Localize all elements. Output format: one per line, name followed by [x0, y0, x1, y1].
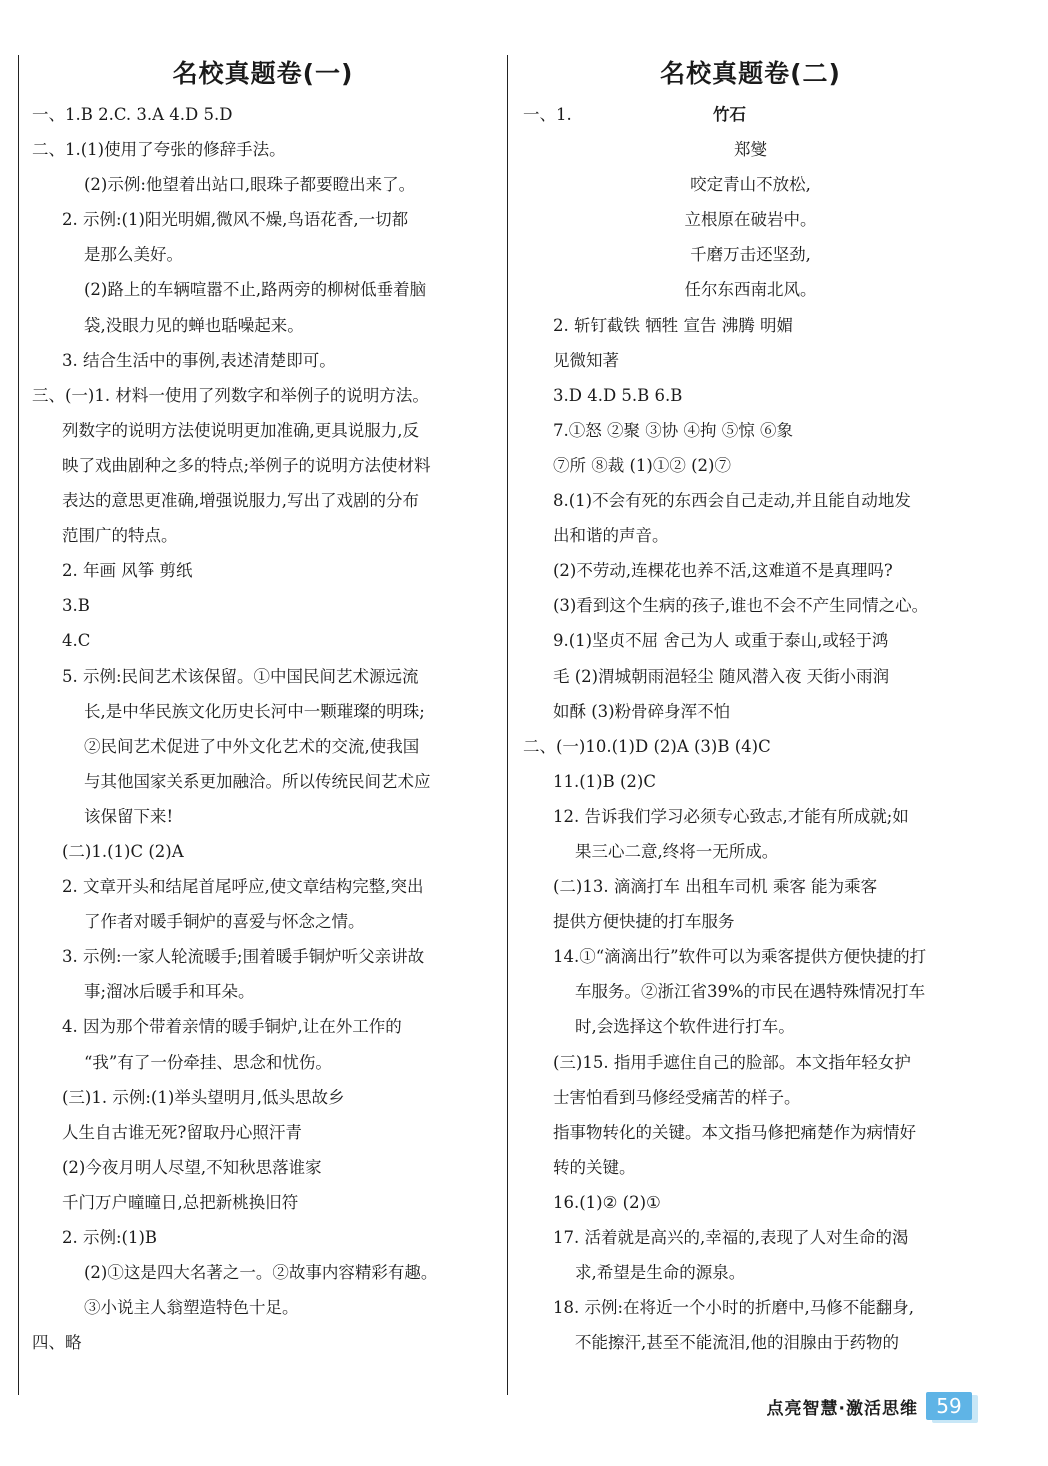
answer-line: 2. 斩钉截铁 牺牲 宣告 沸腾 明媚 [553, 315, 793, 335]
answer-line: 该保留下来! [84, 806, 174, 826]
answer-line: 16.(1)② (2)① [553, 1192, 661, 1212]
answer-line: (2)示例:他望着出站口,眼珠子都要瞪出来了。 [84, 175, 416, 195]
answer-line: 17. 活着就是高兴的,幸福的,表现了人对生命的渴 [553, 1228, 909, 1247]
answer-line: 见微知著 [553, 350, 619, 370]
answer-line: 2. 示例:(1)阳光明媚,微风不燥,鸟语花香,一切都 [62, 210, 409, 230]
answer-line: 不能擦汗,甚至不能流泪,他的泪腺由于药物的 [575, 1333, 899, 1353]
answer-line: (3)看到这个生病的孩子,谁也不会不产生同情之心。 [553, 596, 929, 616]
left-answer-lines [32, 97, 494, 1360]
right-answer-lines [523, 308, 978, 1361]
answer-line: ②民间艺术促进了中外文化艺术的交流,使我国 [84, 736, 420, 756]
answer-line: 3. 结合生活中的事例,表述清楚即可。 [62, 350, 336, 370]
answer-line: 士害怕看到马修经受痛苦的样子。 [553, 1087, 801, 1107]
answer-line: 是那么美好。 [84, 245, 183, 265]
answer-line: 12. 告诉我们学习必须专心致志,才能有所成就;如 [553, 806, 909, 826]
answer-line: 转的关键。 [553, 1157, 636, 1177]
answer-line: 14.①“滴滴出行”软件可以为乘客提供方便快捷的打 [553, 947, 927, 967]
answer-line: 映了戏曲剧种之多的特点;举例子的说明方法使材料 [62, 455, 431, 475]
answer-line: (2)今夜月明人尽望,不知秋思落谁家 [62, 1157, 322, 1177]
answer-line: 求,希望是生命的源泉。 [575, 1263, 746, 1283]
answer-line: 提供方便快捷的打车服务 [553, 912, 735, 932]
answer-line: 3.D 4.D 5.B 6.B [553, 385, 683, 405]
poem-author: 郑燮 [734, 140, 767, 160]
answer-line: 人生自古谁无死?留取丹心照汗青 [62, 1122, 302, 1142]
answer-line: 千门万户曈曈日,总把新桃换旧符 [62, 1192, 299, 1212]
answer-line: 4.C [62, 631, 91, 651]
answer-line: 毛 (2)渭城朝雨浥轻尘 随风潜入夜 天街小雨润 [553, 666, 890, 686]
poem-verses [523, 167, 978, 307]
answer-line: 了作者对暖手铜炉的喜爱与怀念之情。 [84, 912, 365, 932]
answer-line: 3.B [62, 596, 90, 616]
answer-line: 四、略 [32, 1333, 82, 1353]
answer-line: 范围广的特点。 [62, 526, 178, 546]
left-column-title: 名校真题卷(一) [172, 59, 354, 88]
answer-line: 2. 文章开头和结尾首尾呼应,使文章结构完整,突出 [62, 877, 424, 897]
poem-verse: 立根原在破岩中。 [684, 210, 817, 230]
right-column [523, 52, 978, 1360]
answer-line: 2. 示例:(1)B [62, 1228, 158, 1247]
answer-line: 列数字的说明方法使说明更加准确,更具说服力,反 [62, 420, 419, 440]
answer-line: 二、(一)10.(1)D (2)A (3)B (4)C [523, 736, 771, 756]
left-column [32, 52, 494, 1360]
answer-line: 二、1.(1)使用了夸张的修辞手法。 [32, 140, 286, 160]
answer-line: 7.①怒 ②聚 ③协 ④拘 ⑤惊 ⑥象 [553, 420, 793, 440]
answer-line: 车服务。②浙江省39%的市民在遇特殊情况打车 [575, 982, 926, 1002]
answer-line: “我”有了一份牵挂、思念和忧伤。 [84, 1052, 332, 1072]
answer-line: 时,会选择这个软件进行打车。 [575, 1017, 795, 1037]
answer-line: 2. 年画 风筝 剪纸 [62, 561, 193, 581]
answer-line: 三、(一)1. 材料一使用了列数字和举例子的说明方法。 [32, 385, 429, 405]
left-margin-rule [18, 55, 19, 1395]
answer-line: 指事物转化的关键。本文指马修把痛楚作为病情好 [553, 1122, 916, 1142]
footer-slogan: 点亮智慧·激活思维 [766, 1398, 918, 1419]
answer-line: (三)15. 指用手遮住自己的脸部。本文指年轻女护 [553, 1052, 911, 1072]
poem-question-number: 一、1. [523, 105, 572, 124]
answer-line: (三)1. 示例:(1)举头望明月,低头思故乡 [62, 1087, 345, 1107]
answer-line: 表达的意思更准确,增强说服力,写出了戏剧的分布 [62, 491, 419, 511]
answer-line: ③小说主人翁塑造特色十足。 [84, 1298, 299, 1318]
answer-line: 9.(1)坚贞不屈 舍己为人 或重于泰山,或轻于鸿 [553, 631, 889, 651]
answer-line: (二)1.(1)C (2)A [62, 841, 184, 861]
poem-title-line [523, 97, 978, 132]
answer-line: 与其他国家关系更加融洽。所以传统民间艺术应 [84, 771, 431, 791]
answer-line: ⑦所 ⑧裁 (1)①② (2)⑦ [553, 455, 731, 475]
poem-verse: 千磨万击还坚劲, [690, 245, 811, 265]
answer-line: 事;溜冰后暖手和耳朵。 [84, 982, 255, 1002]
answer-line: 出和谐的声音。 [553, 526, 669, 546]
right-column-title: 名校真题卷(二) [660, 59, 841, 88]
answer-line: 果三心二意,终将一无所成。 [575, 841, 779, 861]
answer-line: (2)不劳动,连棵花也养不活,这难道不是真理吗? [553, 561, 893, 581]
answer-line: (二)13. 滴滴打车 出租车司机 乘客 能为乘客 [553, 877, 878, 897]
page-number-badge: 59 [926, 1392, 972, 1420]
answer-line: 袋,没眼力见的蝉也聒噪起来。 [84, 315, 304, 335]
footer [767, 1388, 972, 1424]
answer-line: (2)①这是四大名著之一。②故事内容精彩有趣。 [84, 1263, 438, 1283]
answer-line: 一、1.B 2.C. 3.A 4.D 5.D [32, 105, 233, 124]
poem-verse: 任尔东西南北风。 [684, 280, 817, 300]
answer-line: 如酥 (3)粉骨碎身浑不怕 [553, 701, 731, 721]
poem-title: 竹石 [713, 105, 746, 124]
answer-line: 3. 示例:一家人轮流暖手;围着暖手铜炉听父亲讲故 [62, 947, 425, 967]
column-divider [507, 55, 508, 1395]
answer-line: 18. 示例:在将近一个小时的折磨中,马修不能翻身, [553, 1298, 915, 1318]
answer-line: 5. 示例:民间艺术该保留。①中国民间艺术源远流 [62, 666, 419, 686]
answer-line: (2)路上的车辆喧嚣不止,路两旁的柳树低垂着脑 [84, 280, 427, 300]
answer-line: 11.(1)B (2)C [553, 771, 656, 791]
poem-verse: 咬定青山不放松, [690, 175, 811, 195]
answer-line: 8.(1)不会有死的东西会自己走动,并且能自动地发 [553, 491, 911, 511]
answer-line: 长,是中华民族文化历史长河中一颗璀璨的明珠; [84, 701, 425, 721]
answer-line: 4. 因为那个带着亲情的暖手铜炉,让在外工作的 [62, 1017, 402, 1037]
